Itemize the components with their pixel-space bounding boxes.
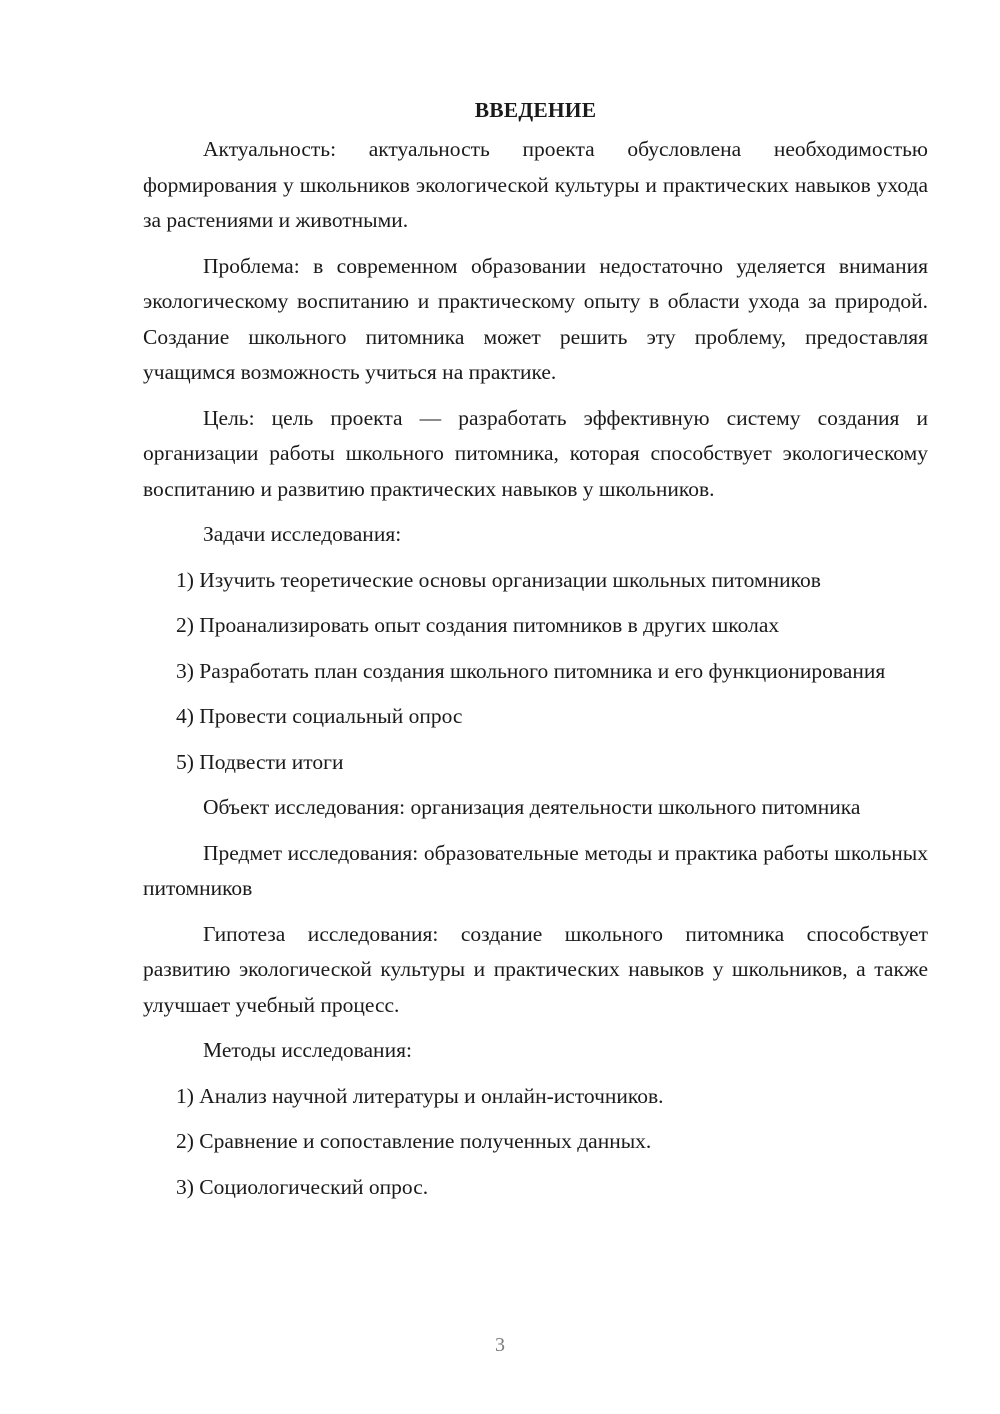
tasks-label: Задачи исследования:	[203, 522, 402, 546]
task-item-4: 4) Провести социальный опрос	[176, 704, 463, 728]
task-item-5: 5) Подвести итоги	[176, 749, 344, 774]
task-item-3: 3) Разработать план создания школьного питомника и его функционирования	[176, 658, 886, 683]
problem-paragraph: Проблема: в современном образовании недостаточно уделяется внимания экологическому воспитанию и практическому опыту в области ухода за природой. Создание школьного питомника может решить эту проблему, предоставляя учащимся возможность учиться на практике.	[143, 253, 928, 384]
object-paragraph: Объект исследования: организация деятельности школьного питомника	[203, 795, 861, 819]
goal-paragraph: Цель: цель проекта — разработать эффективную систему создания и организации работы школьного питомника, которая способствует экологическому воспитанию и развитию практических навыков у школьников.	[143, 405, 928, 501]
task-item-2: 2) Проанализировать опыт создания питомников в других школах	[176, 613, 780, 637]
task-item-1: 1) Изучить теоретические основы организации школьных питомников	[176, 567, 821, 592]
page-number: 3	[495, 1334, 505, 1356]
methods-label: Методы исследования:	[203, 1038, 412, 1062]
method-item-1: 1) Анализ научной литературы и онлайн-источников.	[176, 1083, 664, 1108]
subject-paragraph: Предмет исследования: образовательные методы и практика работы школьных питомников	[143, 840, 928, 900]
method-item-3: 3) Социологический опрос.	[176, 1174, 429, 1199]
document-page	[143, 92, 928, 1215]
relevance-paragraph: Актуальность: актуальность проекта обусловлена необходимостью формирования у школьников экологической культуры и практических навыков ухода за растениями и животными.	[143, 137, 928, 232]
method-item-2: 2) Сравнение и сопоставление полученных данных.	[176, 1129, 652, 1153]
document-heading: ВВЕДЕНИЕ	[474, 98, 597, 122]
hypothesis-paragraph: Гипотеза исследования: создание школьного питомника способствует развитию экологической культуры и практических навыков у школьников, а также улучшает учебный процесс.	[143, 921, 928, 1017]
